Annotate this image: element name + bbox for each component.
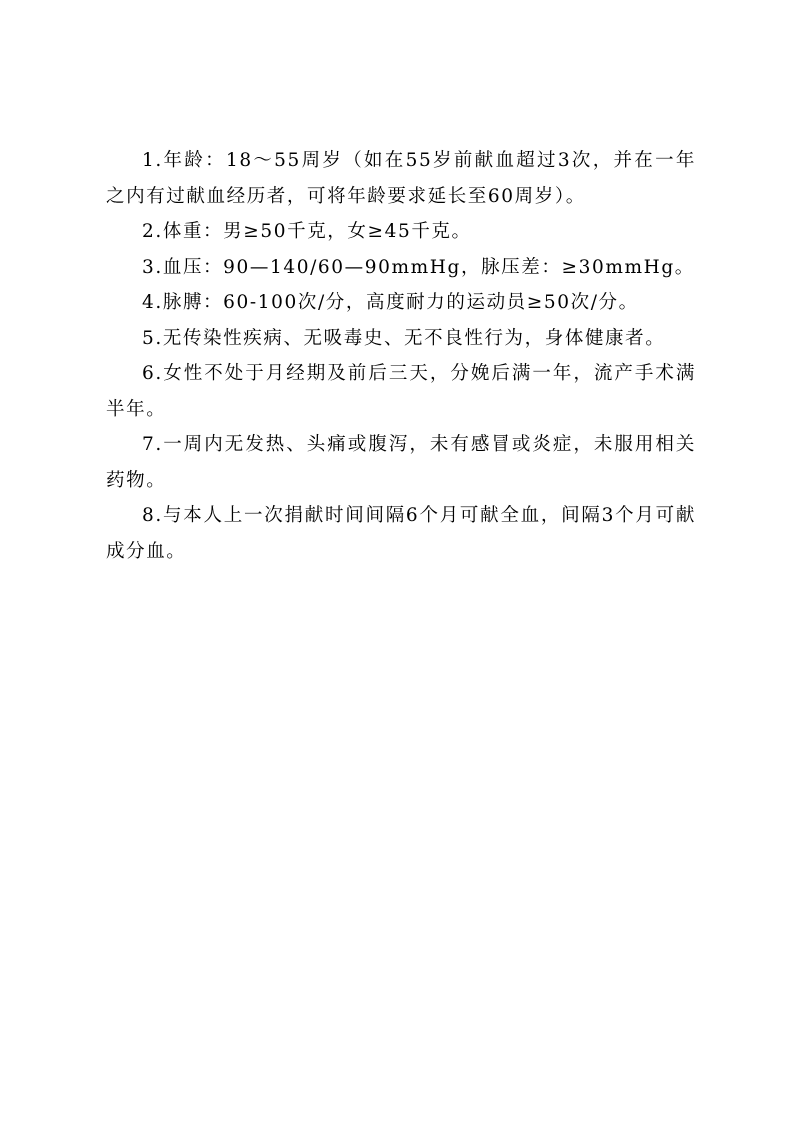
requirement-pulse: 4.脉膊：60-100次/分，高度耐力的运动员≥50次/分。 xyxy=(142,292,639,313)
requirement-illness: 7.一周内无发热、头痛或腹泻，未有感冒或炎症，未服用相关药物。 xyxy=(106,434,696,491)
requirement-health: 5.无传染性疾病、无吸毒史、无不良性行为，身体健康者。 xyxy=(142,327,666,349)
requirement-weight: 2.体重：男≥50千克，女≥45千克。 xyxy=(142,221,472,242)
requirement-interval: 8.与本人上一次捐献时间间隔6个月可献全血，间隔3个月可献成分血。 xyxy=(106,505,696,562)
requirement-blood-pressure: 3.血压：90—140/60—90mmHg，脉压差：≥30mmHg。 xyxy=(142,256,695,278)
requirement-female: 6.女性不处于月经期及前后三天，分娩后满一年，流产手术满半年。 xyxy=(106,363,696,420)
document-body xyxy=(106,143,696,569)
requirement-age: 1.年龄：18～55周岁（如在55岁前献血超过3次，并在一年之内有过献血经历者，可将年龄要求延长至60周岁）。 xyxy=(106,150,696,207)
